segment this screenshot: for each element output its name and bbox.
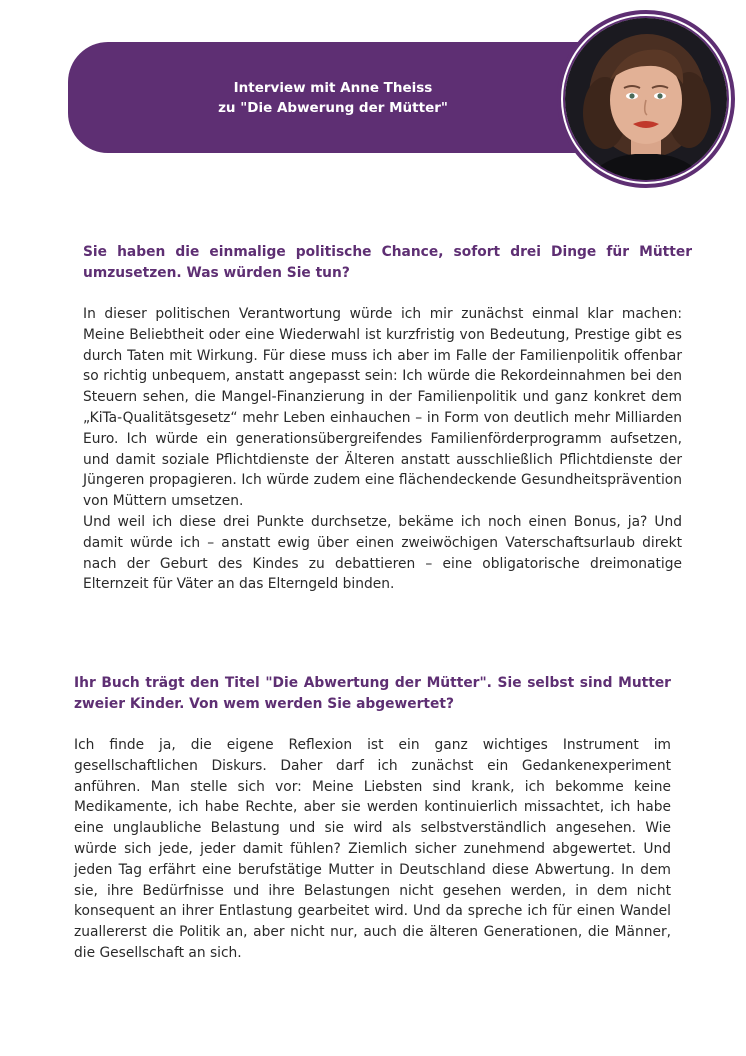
portrait-illustration [565,18,727,180]
answer-1-paragraph-2: Und weil ich diese drei Punkte durchsetze, bekäme ich noch einen Bonus, ja? Und damit würde ich – anstatt ewig über einen zweiwöchigen Vaterschaftsurlaub direkt nach der Geburt des Kindes zu debattieren – eine obligatorische dreimonatige Elternzeit für Väter an das Elterngeld binden. [83,513,682,593]
header-title-line-1: Interview mit Anne Theiss [233,79,433,96]
header-title-line-2: zu "Die Abwerung der Mütter" [218,99,448,116]
question-2: Ihr Buch trägt den Titel "Die Abwertung der Mütter". Sie selbst sind Mutter zweier Kinder. Von wem werden Sie abgewertet? [74,675,671,712]
header-banner [68,42,598,153]
answer-2 [74,735,671,964]
answer-1-paragraph-1: In dieser politischen Verantwortung würde ich mir zunächst einmal klar machen: Meine Beliebtheit oder eine Wiederwahl ist kurzfristig von Bedeutung, Prestige gibt es durch Taten mit Wirkung. Für diese muss ich aber im Falle der Familienpolitik offenbar so richtig unbequem, anstatt angepasst sein: Ich würde die Rekordeinnahmen bei den Steuern sehen, die Mangel-Finanzierung in der Familienpolitik und ganz konkret dem „KiTa-Qualitätsgesetz“ mehr Leben einhauchen – in Form von deutlich mehr Milliarden Euro. Ich würde ein generationsübergreifendes Familienförderprogramm aufsetzen, und damit soziale Pflichtdienste der Älteren anstatt ausschließlich Pflichtdienste der Jüngeren propagieren. Ich würde zudem eine flächendeckende Gesundheitsprävention von Müttern umsetzen. [83,306,682,510]
question-1: Sie haben die einmalige politische Chance, sofort drei Dinge für Mütter umzusetzen. Was würden Sie tun? [83,244,692,281]
portrait-frame [557,10,735,188]
answer-2-paragraph-1: Ich finde ja, die eigene Reflexion ist ein ganz wichtiges Instrument im gesellschaftlichen Diskurs. Daher darf ich zunächst ein Gedankenexperiment anführen. Man stelle sich vor: Meine Liebsten sind krank, ich bekomme keine Medikamente, ich habe Rechte, aber sie werden kontinuierlich missachtet, ich habe eine unglaubliche Belastung und sie wird als selbstverständlich angesehen. Wie würde sich jede, jeder damit fühlen? Ziemlich sicher zunehmend abgewertet. Und jeden Tag erfährt eine berufstätige Mutter in Deutschland diese Abwertung. In dem sie, ihre Bedürfnisse und ihre Belastungen nicht gesehen werden, in dem nicht konsequent an ihrer Entlastung gearbeitet wird. Und da spreche ich für einen Wandel zuallererst die Politik an, aber nicht nur, auch die älteren Generationen, die Männer, die Gesellschaft an sich. [74,737,671,961]
portrait-photo [563,16,729,182]
answer-1 [83,304,682,595]
